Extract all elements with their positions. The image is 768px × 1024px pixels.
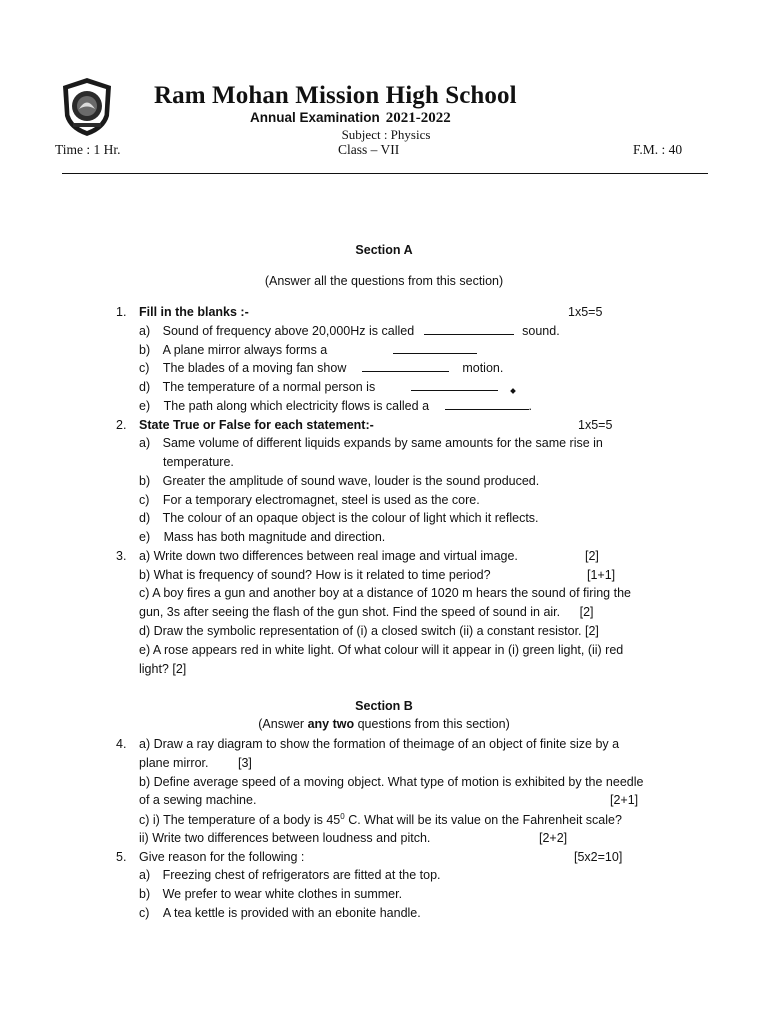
q5-item-b-label: b) <box>139 887 151 901</box>
q2-number: 2. <box>116 418 127 432</box>
q1-number: 1. <box>116 305 127 319</box>
section-a-instruction: (Answer all the questions from this section) <box>264 274 504 288</box>
section-b-title: Section B <box>355 699 413 713</box>
q4-part-b: b) Define average speed of a moving object. What type of motion is exhibited by the needle <box>139 775 644 789</box>
q4-part-a-text: plane mirror. <box>139 756 209 770</box>
q5-item-c-text: A tea kettle is provided with an ebonite handle. <box>162 906 421 920</box>
section-b-instr-bold: any two <box>307 717 355 731</box>
q1-item-e <box>139 399 532 413</box>
q1-item-d <box>139 380 515 394</box>
class-label: Class – VII <box>338 142 400 157</box>
q5-item-b <box>139 887 402 901</box>
q4-part-c-marks: [2+2] <box>539 831 568 845</box>
q1-item-b <box>139 343 477 357</box>
time-label: Time : 1 Hr. <box>55 142 121 157</box>
q4-part-c-ii: ii) Write two differences between loudness and pitch. <box>139 831 431 845</box>
q2-item-d-label: d) <box>139 511 151 525</box>
q4-part-a: a) Draw a ray diagram to show the formation of theimage of an object of finite size by a <box>139 737 620 751</box>
q4-part-b-marks: [2+1] <box>610 793 639 807</box>
q2-item-a-text: Same volume of different liquids expands by same amounts for the same rise in <box>162 436 603 450</box>
q5-item-c-label: c) <box>139 906 150 920</box>
q4-part-c-text: c) i) The temperature of a body is 45 <box>139 813 341 827</box>
q4-part-a-cont <box>139 756 252 770</box>
q1-item-a-blank <box>424 325 514 335</box>
q3-part-a-marks: [2] <box>585 549 599 563</box>
section-b-instr-post: questions from this section) <box>354 717 510 731</box>
q4-part-b-cont: of a sewing machine. <box>139 793 257 807</box>
q1-item-a-label: a) <box>139 324 151 338</box>
q2-title: State True or False for each statement:- <box>139 418 374 432</box>
q1-item-e-blank <box>445 400 529 410</box>
q4-number: 4. <box>116 737 127 751</box>
q3-part-c-marks: [2] <box>579 605 594 619</box>
q1-item-a-after: sound. <box>522 324 560 338</box>
q1-item-c <box>139 361 503 375</box>
q1-item-b-blank <box>393 344 477 354</box>
q1-item-e-after: . <box>528 399 532 413</box>
q1-item-b-text: A plane mirror always forms a <box>162 343 328 357</box>
q2-item-c <box>139 493 480 507</box>
q1-item-a-text: Sound of frequency above 20,000Hz is called <box>162 324 415 338</box>
q5-number: 5. <box>116 850 127 864</box>
q3-part-e-cont: light? [2] <box>139 662 187 676</box>
q2-item-d <box>139 511 539 525</box>
q2-item-b <box>139 474 539 488</box>
q2-item-c-label: c) <box>139 493 150 507</box>
q1-item-d-blank <box>411 381 498 391</box>
q3-number: 3. <box>116 549 127 563</box>
q2-item-e-text: Mass has both magnitude and direction. <box>163 530 386 544</box>
subject-line: Subject : Physics <box>341 127 431 142</box>
q1-item-c-text: The blades of a moving fan show <box>162 361 347 375</box>
degree-superscript: 0 <box>340 812 345 821</box>
q3-part-c: c) A boy fires a gun and another boy at a distance of 1020 m hears the sound of firing the <box>139 586 631 600</box>
q1-item-c-label: c) <box>139 361 150 375</box>
q3-part-e: e) A rose appears red in white light. Of what colour will it appear in (i) green light, (ii) red <box>139 643 624 657</box>
header-divider <box>62 173 708 174</box>
q2-item-a-cont: temperature. <box>163 455 234 469</box>
q5-item-a-label: a) <box>139 868 151 882</box>
q1-item-d-text: The temperature of a normal person is <box>162 380 376 394</box>
q5-item-c <box>139 906 421 920</box>
q4-part-c <box>139 812 622 827</box>
q5-item-a-text: Freezing chest of refrigerators are fitted at the top. <box>162 868 441 882</box>
q2-item-a <box>139 436 603 450</box>
q2-item-c-text: For a temporary electromagnet, steel is used as the core. <box>162 493 480 507</box>
q5-item-b-text: We prefer to wear white clothes in summer. <box>162 887 403 901</box>
q1-item-e-label: e) <box>139 399 151 413</box>
q2-item-e <box>139 530 385 544</box>
q1-item-a <box>139 324 560 338</box>
section-a-title: Section A <box>355 243 413 257</box>
exam-name: Annual Examination <box>250 110 380 125</box>
q3-part-d: d) Draw the symbolic representation of (i) a closed switch (ii) a constant resistor. [2] <box>139 624 599 638</box>
q4-part-a-marks: [3] <box>237 756 252 770</box>
q3-part-b: b) What is frequency of sound? How is it related to time period? <box>139 568 491 582</box>
q1-item-c-blank <box>362 362 449 372</box>
q2-item-b-label: b) <box>139 474 151 488</box>
q2-item-d-text: The colour of an opaque object is the colour of light which it reflects. <box>162 511 539 525</box>
q3-part-c-text: gun, 3s after seeing the flash of the gun shot. Find the speed of sound in air. <box>139 605 561 619</box>
q4-part-c-text-end: C. What will be its value on the Fahrenheit scale? <box>344 813 622 827</box>
q2-marks: 1x5=5 <box>578 418 613 432</box>
q1-item-b-label: b) <box>139 343 151 357</box>
q1-item-d-label: d) <box>139 380 151 394</box>
exam-year: 2021-2022 <box>385 110 451 126</box>
q1-item-e-text: The path along which electricity flows is called a <box>163 399 430 413</box>
exam-title <box>250 110 451 127</box>
q2-item-b-text: Greater the amplitude of sound wave, louder is the sound produced. <box>162 474 540 488</box>
q3-part-b-marks: [1+1] <box>587 568 616 582</box>
section-b-instruction <box>0 717 768 731</box>
q1-item-c-after: motion. <box>462 361 504 375</box>
q5-item-a <box>139 868 441 882</box>
full-marks-label: F.M. : 40 <box>633 142 683 157</box>
q1-marks: 1x5=5 <box>568 305 603 319</box>
q2-item-a-label: a) <box>139 436 151 450</box>
q3-part-a: a) Write down two differences between real image and virtual image. <box>139 549 518 563</box>
school-name: Ram Mohan Mission High School <box>154 82 517 109</box>
q3-part-c-cont <box>139 605 594 619</box>
q5-title: Give reason for the following : <box>139 850 305 864</box>
q1-title: Fill in the blanks :- <box>139 305 249 319</box>
stray-dot-mark <box>510 388 516 394</box>
section-b-instr-pre: (Answer <box>258 717 308 731</box>
q5-marks: [5x2=10] <box>574 850 623 864</box>
q2-item-e-label: e) <box>139 530 151 544</box>
